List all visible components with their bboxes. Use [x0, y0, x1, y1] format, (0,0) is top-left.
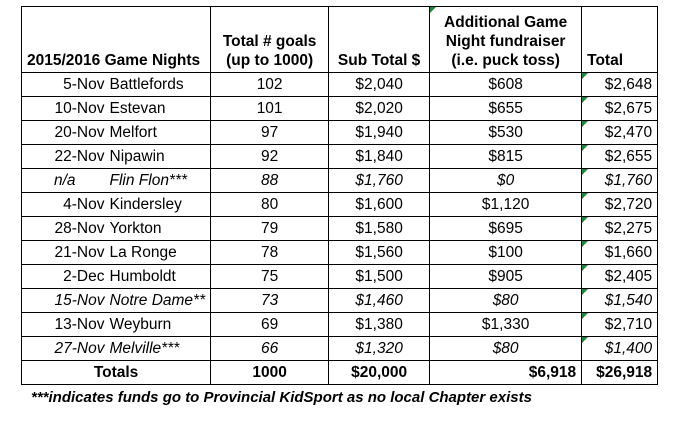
- row-total: $1,400: [582, 337, 658, 361]
- row-subtotal: $1,600: [329, 193, 430, 217]
- fundraising-table: [21, 6, 658, 385]
- row-goals: 102: [211, 73, 329, 97]
- footnote: ***indicates funds go to Provincial KidSport as no local Chapter exists: [31, 389, 532, 406]
- row-date: 4-Nov: [22, 193, 108, 217]
- header-total: Total: [582, 7, 658, 73]
- row-date: 27-Nov: [22, 337, 108, 361]
- row-total: $2,275: [582, 217, 658, 241]
- row-goals: 75: [211, 265, 329, 289]
- totals-row: [22, 361, 658, 385]
- row-goals: 69: [211, 313, 329, 337]
- row-city: Yorkton: [108, 217, 211, 241]
- totals-goals: 1000: [211, 361, 329, 385]
- row-goals: 88: [211, 169, 329, 193]
- row-city: Weyburn: [108, 313, 211, 337]
- table-row: [22, 265, 658, 289]
- header-total-goals-line2: (up to 1000): [226, 52, 314, 69]
- row-subtotal: $1,760: [329, 169, 430, 193]
- row-subtotal: $1,460: [329, 289, 430, 313]
- row-city: Estevan: [108, 97, 211, 121]
- row-goals: 97: [211, 121, 329, 145]
- row-total: $2,405: [582, 265, 658, 289]
- row-fundraiser: $530: [430, 121, 582, 145]
- header-fundraiser: [430, 7, 582, 73]
- row-total: $2,470: [582, 121, 658, 145]
- row-subtotal: $1,560: [329, 241, 430, 265]
- table-row: [22, 217, 658, 241]
- row-goals: 79: [211, 217, 329, 241]
- header-fundraiser-line1: Additional Game: [444, 14, 568, 31]
- row-fundraiser: $608: [430, 73, 582, 97]
- table-row: [22, 169, 658, 193]
- row-goals: 78: [211, 241, 329, 265]
- row-fundraiser: $655: [430, 97, 582, 121]
- row-fundraiser: $815: [430, 145, 582, 169]
- row-city: Nipawin: [108, 145, 211, 169]
- row-total: $1,760: [582, 169, 658, 193]
- header-row: [22, 7, 658, 73]
- row-subtotal: $1,840: [329, 145, 430, 169]
- row-total: $1,540: [582, 289, 658, 313]
- row-subtotal: $1,940: [329, 121, 430, 145]
- row-date: 10-Nov: [22, 97, 108, 121]
- row-date: 20-Nov: [22, 121, 108, 145]
- row-fundraiser: $1,120: [430, 193, 582, 217]
- row-fundraiser: $905: [430, 265, 582, 289]
- table-row: [22, 313, 658, 337]
- totals-total: $26,918: [582, 361, 658, 385]
- header-fundraiser-line3: (i.e. puck toss): [451, 52, 560, 69]
- row-fundraiser: $100: [430, 241, 582, 265]
- row-subtotal: $1,500: [329, 265, 430, 289]
- table-row: [22, 121, 658, 145]
- row-fundraiser: $80: [430, 289, 582, 313]
- row-city: Melville***: [108, 337, 211, 361]
- row-fundraiser: $695: [430, 217, 582, 241]
- row-total: $2,675: [582, 97, 658, 121]
- totals-subtotal: $20,000: [329, 361, 430, 385]
- row-total: $2,648: [582, 73, 658, 97]
- table-row: [22, 145, 658, 169]
- header-total-goals: [211, 7, 329, 73]
- row-date: 2-Dec: [22, 265, 108, 289]
- table-row: [22, 337, 658, 361]
- row-goals: 80: [211, 193, 329, 217]
- header-game-nights: 2015/2016 Game Nights: [22, 7, 211, 73]
- row-date: 5-Nov: [22, 73, 108, 97]
- row-total: $2,655: [582, 145, 658, 169]
- row-subtotal: $1,580: [329, 217, 430, 241]
- row-subtotal: $1,320: [329, 337, 430, 361]
- row-city: La Ronge: [108, 241, 211, 265]
- row-date: n/a: [22, 169, 108, 193]
- row-total: $2,720: [582, 193, 658, 217]
- row-goals: 101: [211, 97, 329, 121]
- row-goals: 66: [211, 337, 329, 361]
- table-row: [22, 241, 658, 265]
- header-total-goals-line1: Total # goals: [222, 33, 317, 50]
- header-fundraiser-line2: Night fundraiser: [445, 33, 566, 50]
- totals-label: Totals: [22, 361, 211, 385]
- row-city: Notre Dame**: [108, 289, 211, 313]
- row-fundraiser: $1,330: [430, 313, 582, 337]
- row-date: 13-Nov: [22, 313, 108, 337]
- row-city: Kindersley: [108, 193, 211, 217]
- row-subtotal: $2,040: [329, 73, 430, 97]
- row-goals: 73: [211, 289, 329, 313]
- row-date: 15-Nov: [22, 289, 108, 313]
- row-date: 28-Nov: [22, 217, 108, 241]
- header-subtotal: Sub Total $: [329, 7, 430, 73]
- row-city: Battlefords: [108, 73, 211, 97]
- table-row: [22, 193, 658, 217]
- row-city: Humboldt: [108, 265, 211, 289]
- row-date: 21-Nov: [22, 241, 108, 265]
- totals-fundraiser: $6,918: [430, 361, 582, 385]
- row-total: $2,710: [582, 313, 658, 337]
- row-city: Flin Flon***: [108, 169, 211, 193]
- table-row: [22, 97, 658, 121]
- row-fundraiser: $0: [430, 169, 582, 193]
- row-subtotal: $1,380: [329, 313, 430, 337]
- table-row: [22, 289, 658, 313]
- table-row: [22, 73, 658, 97]
- row-city: Melfort: [108, 121, 211, 145]
- row-fundraiser: $80: [430, 337, 582, 361]
- row-subtotal: $2,020: [329, 97, 430, 121]
- row-total: $1,660: [582, 241, 658, 265]
- row-goals: 92: [211, 145, 329, 169]
- row-date: 22-Nov: [22, 145, 108, 169]
